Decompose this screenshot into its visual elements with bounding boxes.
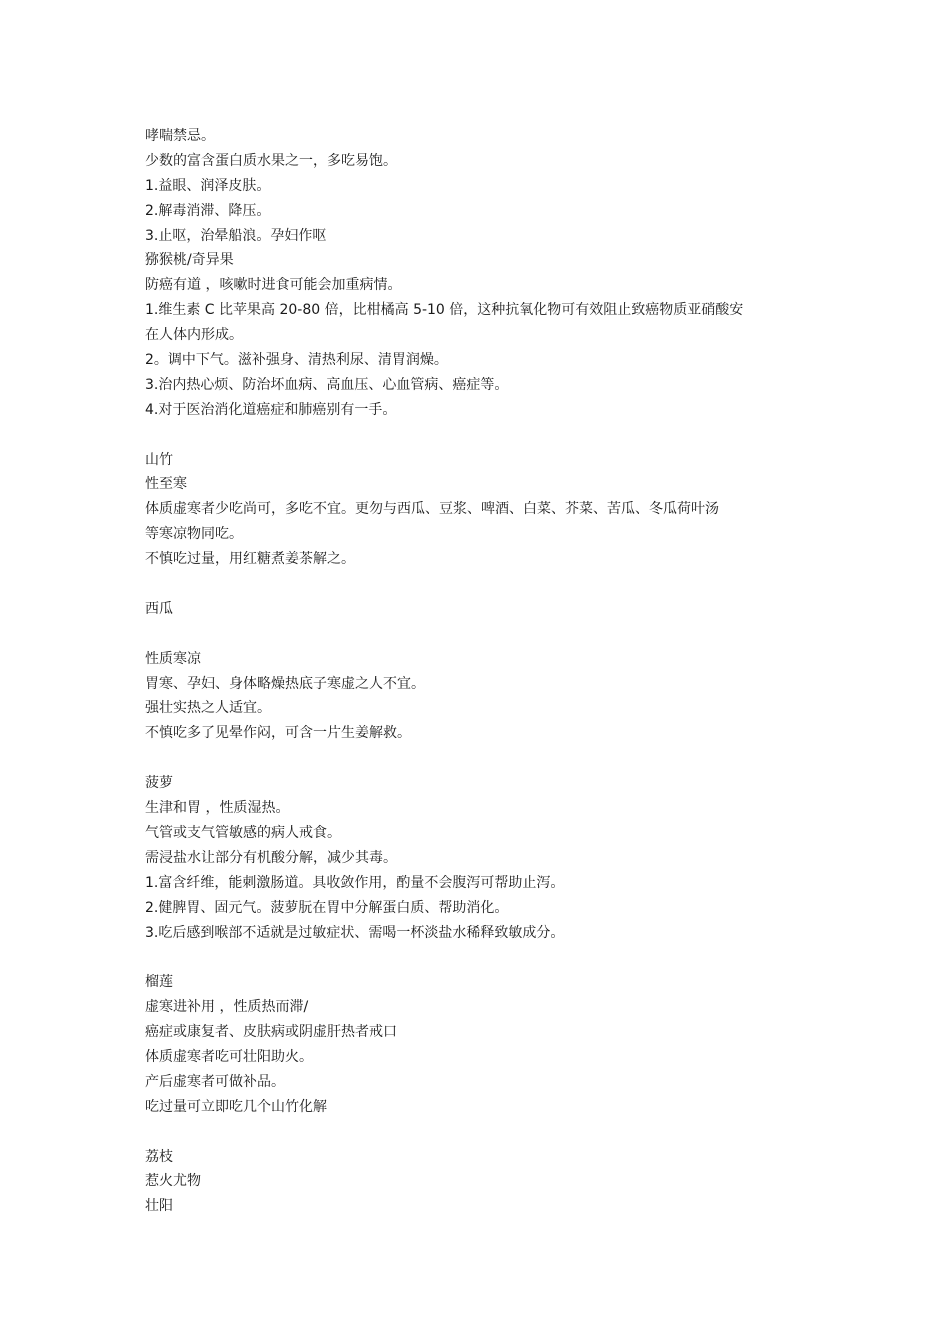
text-line: 1.富含纤维，能刺激肠道。具收敛作用，酌量不会腹泻可帮助止泻。 [145, 874, 565, 891]
text-line: 3.治内热心烦、防治坏血病、高血压、心血管病、癌症等。 [145, 376, 509, 393]
section-heading-lychee: 荔枝 [145, 1148, 173, 1165]
document-body [145, 124, 825, 1219]
text-line: 吃过量可立即吃几个山竹化解 [145, 1098, 327, 1115]
text-line: 在人体内形成。 [145, 327, 243, 344]
text-line: 不慎吃过量，用红糖煮姜茶解之。 [145, 551, 355, 568]
text-line: 3.吃后感到喉部不适就是过敏症状、需喝一杯淡盐水稀释致敏成分。 [145, 924, 565, 941]
section-heading-watermelon: 西瓜 [145, 600, 173, 617]
text-line: 2。调中下气。滋补强身、清热利尿、清胃润燥。 [145, 352, 448, 369]
text-line: 性至寒 [145, 476, 187, 493]
text-line: 壮阳 [145, 1198, 173, 1215]
blank-line [145, 746, 825, 771]
text-line: 气管或支气管敏感的病人戒食。 [145, 824, 341, 841]
blank-line [145, 945, 825, 970]
text-line: 体质虚寒者少吃尚可，多吃不宜。更勿与西瓜、豆浆、啤酒、白菜、芥菜、苦瓜、冬瓜荷叶汤 [145, 501, 719, 518]
section-heading-mangosteen: 山竹 [145, 451, 173, 468]
text-line: 强壮实热之人适宜。 [145, 700, 271, 717]
text-line: 癌症或康复者、皮肤病或阴虚肝热者戒口 [145, 1024, 397, 1041]
text-line: 2.健脾胃、固元气。菠萝朊在胃中分解蛋白质、帮助消化。 [145, 899, 509, 916]
text-line: 需浸盐水让部分有机酸分解，减少其毒。 [145, 849, 397, 866]
text-line: 不慎吃多了见晕作闷，可含一片生姜解救。 [145, 725, 411, 742]
text-line: 哮喘禁忌。 [145, 128, 215, 144]
text-line: 1.益眼、润泽皮肤。 [145, 177, 271, 194]
text-line: 防癌有道 ，咳嗽时进食可能会加重病情。 [145, 277, 402, 294]
section-heading-durian: 榴莲 [145, 974, 173, 991]
text-line: 等寒凉物同吃。 [145, 526, 243, 543]
text-line: 2.解毒消滞、降压。 [145, 202, 271, 219]
text-line: 4.对于医治消化道癌症和肺癌别有一手。 [145, 401, 397, 418]
blank-line [145, 423, 825, 448]
blank-line [145, 572, 825, 597]
text-line: 体质虚寒者吃可壮阳助火。 [145, 1048, 313, 1065]
text-line: 3.止呕，治晕船浪。孕妇作呕 [145, 227, 327, 244]
text-line: 虚寒进补用 ，性质热而滞/ [145, 999, 309, 1016]
text-line: 生津和胃 ，性质湿热。 [145, 800, 290, 817]
blank-line [145, 1120, 825, 1145]
text-line: 少数的富含蛋白质水果之一，多吃易饱。 [145, 152, 397, 169]
text-line: 性质寒凉 [145, 650, 201, 667]
text-line: 惹火尤物 [145, 1173, 201, 1190]
text-line: 产后虚寒者可做补品。 [145, 1073, 285, 1090]
section-heading-pineapple: 菠萝 [145, 775, 173, 792]
text-line: 胃寒、孕妇、身体略燥热底子寒虚之人不宜。 [145, 675, 425, 692]
blank-line [145, 622, 825, 647]
section-heading-kiwi: 猕猴桃/奇异果 [145, 252, 234, 269]
text-line: 1.维生素 C 比苹果高 20-80 倍，比柑橘高 5-10 倍，这种抗氧化物可有效阻止致癌物质亚硝酸安 [145, 302, 744, 319]
